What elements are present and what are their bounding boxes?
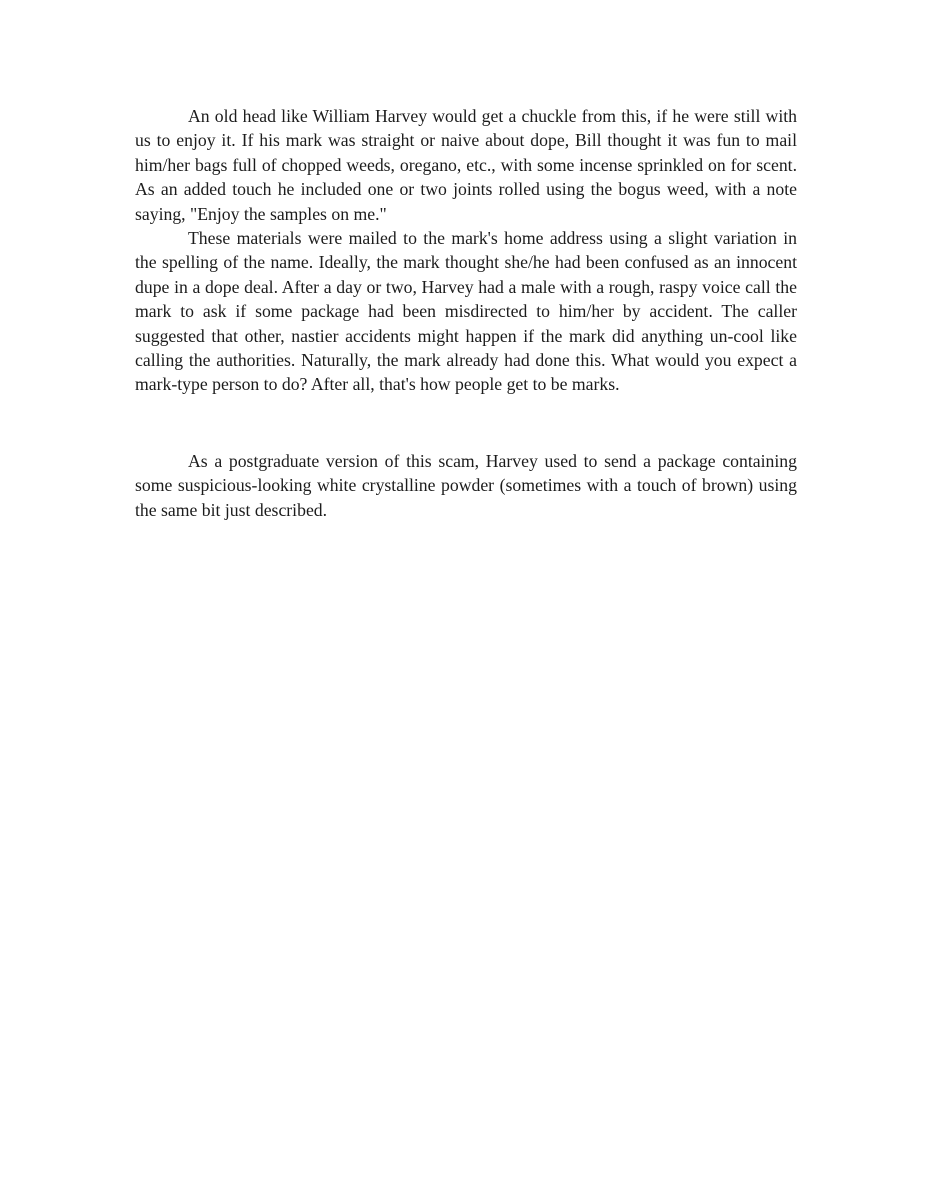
paragraph: As a postgraduate version of this scam, Harvey used to send a package containing some suspicious-looking white crystalline powder (sometimes with a touch of brown) using the same bit just described. — [135, 450, 797, 520]
text-block — [135, 104, 797, 522]
paragraph: An old head like William Harvey would get a chuckle from this, if he were still with us to enjoy it. If his mark was straight or naive about dope, Bill thought it was fun to mail him/her bags full of chopped weeds, oregano, etc., with some incense sprinkled on for scent. As an added touch he included one or two joints rolled using the bogus weed, with a note saying, "Enjoy the samples on me." — [135, 106, 797, 224]
paragraph: These materials were mailed to the mark's home address using a slight variation in the spelling of the name. Ideally, the mark thought she/he had been confused as an innocent dupe in a dope deal. After a day or two, Harvey had a male with a rough, raspy voice call the mark to ask if some package had been misdirected to him/her by accident. The caller suggested that other, nastier accidents might happen if the mark did anything un-cool like calling the authorities. Naturally, the mark already had done this. What would you expect a mark-type person to do? After all, that's how people get to be marks. — [135, 228, 797, 395]
